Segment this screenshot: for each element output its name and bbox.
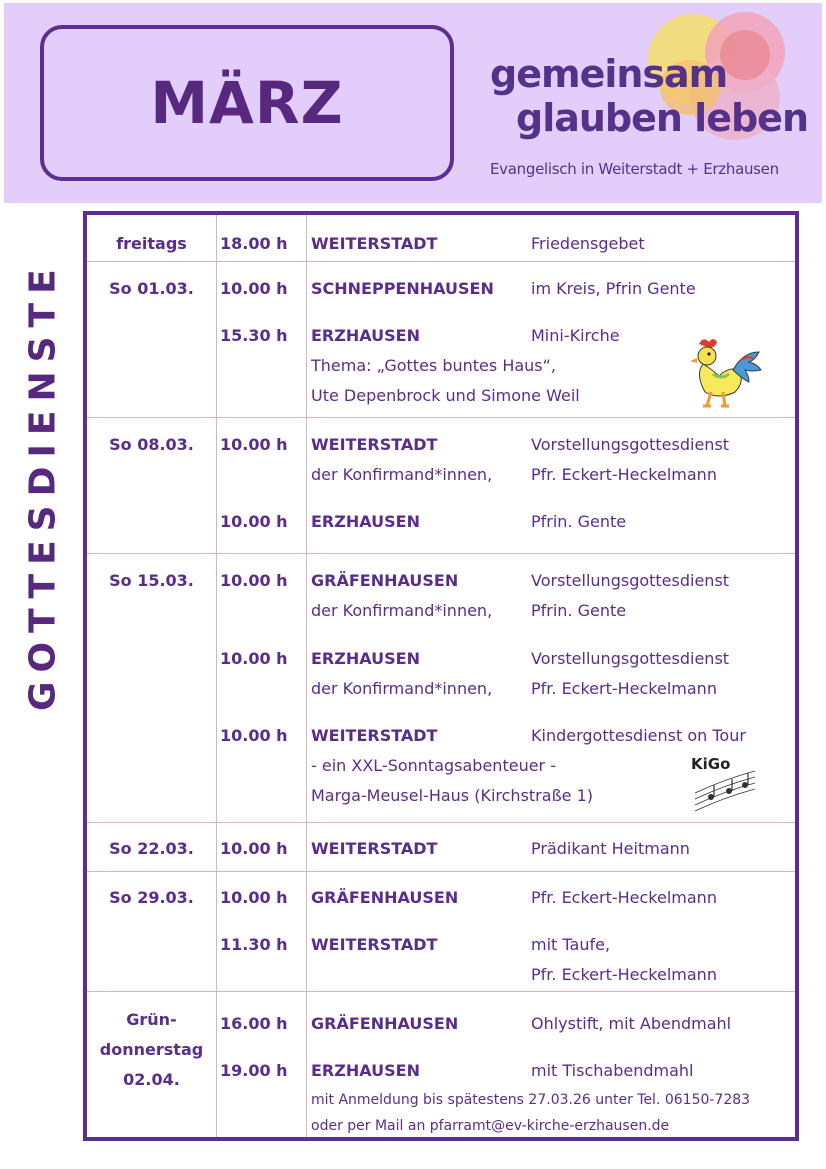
row-note: mit Anmeldung bis spätestens 27.03.26 unter Tel. 06150-7283 [311,1092,751,1108]
schedule-table [83,211,799,1141]
logo-subtitle: Evangelisch in Weiterstadt + Erzhausen [490,160,779,178]
row-description: Prädikant Heitmann [531,839,690,858]
row-description: Vorstellungsgottesdienst [531,571,730,590]
row-date: So 01.03. [109,279,194,298]
rooster-icon [685,330,765,414]
row-location: ERZHAUSEN [311,649,420,668]
row-date: So 08.03. [109,435,194,454]
row-time: 10.00 h [220,279,288,298]
row-description: Friedensgebet [531,234,645,253]
row-time: 18.00 h [220,234,288,253]
row-location: GRÄFENHAUSEN [311,571,459,590]
row-time: 10.00 h [220,726,288,745]
row-time: 10.00 h [220,512,288,531]
row-date-line: donnerstag [99,1040,204,1059]
row-description: Vorstellungsgottesdienst [531,649,730,668]
row-sub-description: Pfr. Eckert-Heckelmann [531,679,717,698]
row-description: Ohlystift, mit Abendmahl [531,1014,732,1033]
row-description: Kindergottesdienst on Tour [531,726,746,745]
row-time: 10.00 h [220,435,288,454]
row-description: Pfrin. Gente [531,512,627,531]
row-location: WEITERSTADT [311,935,438,954]
row-sub-location: der Konfirmand*innen, [311,465,493,484]
row-description: mit Tischabendmahl [531,1061,694,1080]
row-note: oder per Mail an pfarramt@ev-kirche-erzhausen.de [311,1118,670,1134]
row-location: ERZHAUSEN [311,326,420,345]
row-date: So 22.03. [109,839,194,858]
row-date-line: Grün- [126,1010,177,1029]
kigo-logo-icon [689,753,759,815]
row-description: Mini-Kirche [531,326,620,345]
row-location: ERZHAUSEN [311,1061,420,1080]
logo-text-line1: gemeinsam [490,52,728,96]
row-location: WEITERSTADT [311,839,438,858]
row-divider [87,991,795,992]
row-sub-description: Pfrin. Gente [531,601,627,620]
row-description: im Kreis, Pfrin Gente [531,279,696,298]
row-time: 15.30 h [220,326,288,345]
row-time: 10.00 h [220,649,288,668]
row-time: 10.00 h [220,839,288,858]
month-box [40,25,454,181]
row-date: freitags [116,234,187,253]
row-description: Vorstellungsgottesdienst [531,435,730,454]
row-divider [87,871,795,872]
row-divider [87,261,795,262]
row-location: GRÄFENHAUSEN [311,1014,459,1033]
side-label: GOTTESDIENSTE [22,260,64,712]
row-date-line: 02.04. [123,1070,180,1089]
row-sub-description: Pfr. Eckert-Heckelmann [531,465,717,484]
row-divider [87,822,795,823]
row-note: Ute Depenbrock und Simone Weil [311,386,580,405]
row-sub-location: der Konfirmand*innen, [311,601,493,620]
row-note: Marga-Meusel-Haus (Kirchstraße 1) [311,786,593,805]
row-note: - ein XXL-Sonntagsabenteuer - [311,756,556,775]
row-location: SCHNEPPENHAUSEN [311,279,494,298]
row-time: 19.00 h [220,1061,288,1080]
row-location: WEITERSTADT [311,726,438,745]
column-divider [306,215,307,1137]
column-divider [216,215,217,1137]
row-divider [87,417,795,418]
row-time: 10.00 h [220,571,288,590]
row-time: 16.00 h [220,1014,288,1033]
row-description: Pfr. Eckert-Heckelmann [531,888,717,907]
row-note: Thema: „Gottes buntes Haus“, [311,356,557,375]
logo-text-line2: glauben leben [516,96,809,140]
row-location: WEITERSTADT [311,435,438,454]
month-title: MÄRZ [150,69,344,137]
row-time: 11.30 h [220,935,288,954]
row-date: So 15.03. [109,571,194,590]
row-location: WEITERSTADT [311,234,438,253]
row-location: ERZHAUSEN [311,512,420,531]
row-location: GRÄFENHAUSEN [311,888,459,907]
row-divider [87,553,795,554]
kigo-logo-text: KiGo [691,755,731,773]
row-sub-description: Pfr. Eckert-Heckelmann [531,965,717,984]
row-time: 10.00 h [220,888,288,907]
row-date: So 29.03. [109,888,194,907]
row-description: mit Taufe, [531,935,611,954]
row-sub-location: der Konfirmand*innen, [311,679,493,698]
